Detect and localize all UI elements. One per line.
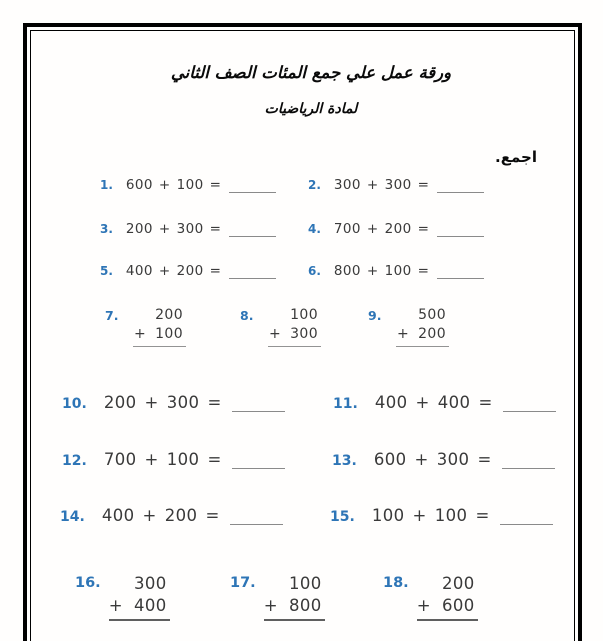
column-addition	[417, 574, 478, 621]
equals-sign: =	[207, 450, 222, 469]
problem-number: 1.	[100, 178, 113, 192]
problem-11	[333, 393, 556, 412]
equals-sign: =	[475, 506, 490, 525]
equals-sign: =	[477, 450, 492, 469]
addend-1: 200	[125, 221, 153, 237]
addend-1: 100	[371, 506, 405, 525]
sum-line	[109, 619, 170, 621]
addend-1: 200	[155, 307, 183, 323]
instruction-label: اجمع.	[495, 148, 537, 166]
problem-12	[62, 450, 285, 469]
equals-sign: =	[205, 506, 220, 525]
addend-1: 500	[418, 307, 446, 323]
plus-sign: +	[396, 326, 410, 342]
plus-sign: +	[108, 596, 123, 615]
problem-14	[60, 506, 283, 525]
addend-1: 300	[133, 574, 167, 593]
problem-4	[308, 221, 484, 237]
plus-sign: +	[144, 450, 159, 469]
addend-2: 400	[437, 393, 471, 412]
addend-1: 100	[288, 574, 322, 593]
plus-sign: +	[158, 263, 171, 279]
answer-blank	[500, 509, 553, 525]
addend-1: 400	[101, 506, 135, 525]
problem-number: 14.	[60, 509, 85, 525]
equals-sign: =	[207, 393, 222, 412]
equals-sign: =	[209, 221, 222, 237]
addend-2: 300	[176, 221, 204, 237]
problem-number: 8.	[240, 308, 254, 323]
addend-2: 600	[441, 596, 475, 615]
addend-1: 400	[374, 393, 408, 412]
problem-1	[100, 177, 276, 193]
plus-sign: +	[416, 596, 431, 615]
plus-sign: +	[366, 263, 379, 279]
plus-sign: +	[366, 177, 379, 193]
addend-2: 100	[166, 450, 200, 469]
problem-2	[308, 177, 484, 193]
problem-3	[100, 221, 276, 237]
sum-line	[133, 346, 186, 347]
addend-2: 200	[384, 221, 412, 237]
plus-sign: +	[263, 596, 278, 615]
answer-blank	[437, 179, 484, 193]
addend-1: 600	[373, 450, 407, 469]
problem-number: 13.	[332, 453, 357, 469]
sum-line	[268, 346, 321, 347]
problem-17	[230, 574, 325, 621]
addend-2: 200	[164, 506, 198, 525]
problem-6	[308, 263, 484, 279]
addend-2: 300	[166, 393, 200, 412]
sum-line	[264, 619, 325, 621]
problem-number: 6.	[308, 264, 321, 278]
addend-1: 200	[441, 574, 475, 593]
problem-number: 11.	[333, 396, 358, 412]
addend-2: 400	[133, 596, 167, 615]
problem-number: 17.	[230, 575, 256, 591]
sum-line	[396, 346, 449, 347]
column-addition	[264, 574, 325, 621]
answer-blank	[229, 265, 276, 279]
column-addition	[109, 574, 170, 621]
addend-1: 800	[333, 263, 361, 279]
addend-2: 300	[436, 450, 470, 469]
addend-2: 200	[176, 263, 204, 279]
answer-blank	[437, 265, 484, 279]
addend-2: 200	[418, 326, 446, 342]
problem-15	[330, 506, 553, 525]
plus-sign: +	[268, 326, 282, 342]
problem-number: 16.	[75, 575, 101, 591]
worksheet-title: ورقة عمل علي جمع المئات الصف الثاني	[170, 63, 452, 82]
problem-7	[105, 307, 186, 347]
answer-blank	[503, 396, 556, 412]
plus-sign: +	[366, 221, 379, 237]
answer-blank	[232, 453, 285, 469]
problem-number: 4.	[308, 222, 321, 236]
plus-sign: +	[412, 506, 427, 525]
problem-number: 12.	[62, 453, 87, 469]
answer-blank	[437, 223, 484, 237]
addend-1: 300	[333, 177, 361, 193]
problem-number: 18.	[383, 575, 409, 591]
column-addition	[268, 307, 321, 347]
addend-2: 300	[290, 326, 318, 342]
equals-sign: =	[417, 263, 430, 279]
equals-sign: =	[209, 263, 222, 279]
addend-1: 200	[103, 393, 137, 412]
plus-sign: +	[415, 393, 430, 412]
problem-number: 7.	[105, 308, 119, 323]
plus-sign: +	[158, 177, 171, 193]
addend-2: 300	[384, 177, 412, 193]
addend-2: 100	[434, 506, 468, 525]
answer-blank	[502, 453, 555, 469]
answer-blank	[229, 179, 276, 193]
addend-1: 400	[125, 263, 153, 279]
addend-2: 100	[155, 326, 183, 342]
answer-blank	[232, 396, 285, 412]
problem-number: 15.	[330, 509, 355, 525]
equals-sign: =	[209, 177, 222, 193]
equals-sign: =	[417, 221, 430, 237]
problem-5	[100, 263, 276, 279]
answer-blank	[230, 509, 283, 525]
addend-2: 100	[384, 263, 412, 279]
column-addition	[133, 307, 186, 347]
problem-number: 2.	[308, 178, 321, 192]
plus-sign: +	[133, 326, 147, 342]
sum-line	[417, 619, 478, 621]
equals-sign: =	[478, 393, 493, 412]
addend-1: 700	[333, 221, 361, 237]
column-addition	[396, 307, 449, 347]
problem-18	[383, 574, 478, 621]
plus-sign: +	[144, 393, 159, 412]
plus-sign: +	[158, 221, 171, 237]
worksheet-subtitle: لمادة الرياضيات	[264, 101, 358, 117]
problem-10	[62, 393, 285, 412]
addend-2: 800	[288, 596, 322, 615]
problem-13	[332, 450, 555, 469]
addend-1: 700	[103, 450, 137, 469]
problem-16	[75, 574, 170, 621]
plus-sign: +	[414, 450, 429, 469]
problem-number: 5.	[100, 264, 113, 278]
problem-9	[368, 307, 449, 347]
problem-number: 9.	[368, 308, 382, 323]
addend-2: 100	[176, 177, 204, 193]
addend-1: 600	[125, 177, 153, 193]
problem-number: 10.	[62, 396, 87, 412]
answer-blank	[229, 223, 276, 237]
problem-number: 3.	[100, 222, 113, 236]
plus-sign: +	[142, 506, 157, 525]
problem-8	[240, 307, 321, 347]
addend-1: 100	[290, 307, 318, 323]
equals-sign: =	[417, 177, 430, 193]
